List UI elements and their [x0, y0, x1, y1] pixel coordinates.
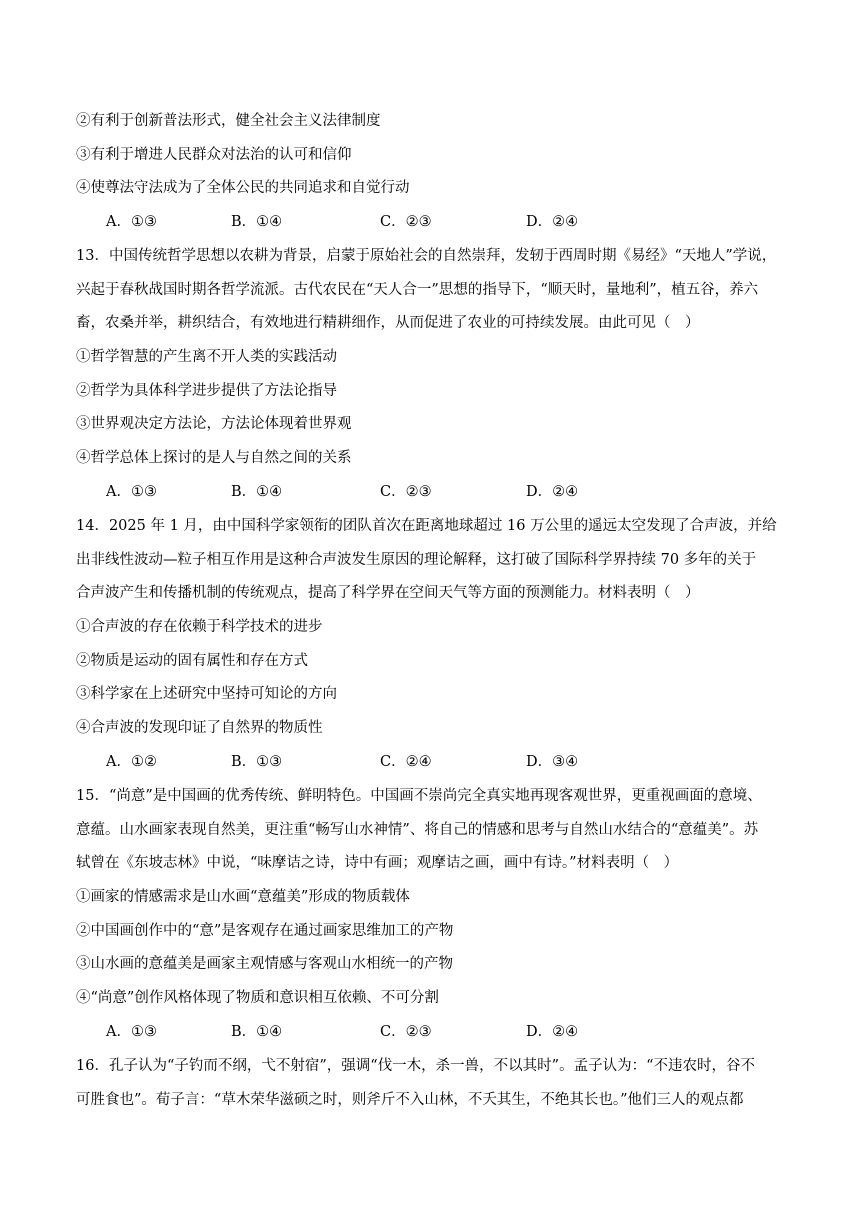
statement-3: ③世界观决定方法论，方法论体现着世界观	[76, 416, 352, 432]
statement-2: ②物质是运动的固有属性和存在方式	[76, 653, 308, 669]
option-b[interactable]: B．①④	[231, 1024, 283, 1040]
statement-4: ④使尊法守法成为了全体公民的共同追求和自觉行动	[76, 180, 410, 196]
statement-2: ②有利于创新普法形式，健全社会主义法律制度	[76, 113, 381, 129]
option-a[interactable]: A．①③	[106, 484, 157, 500]
statement-3: ③科学家在上述研究中坚持可知论的方向	[76, 686, 337, 702]
question-stem-line: 出非线性波动—粒子相互作用是这种合声波发生原因的理论解释，这打破了国际科学界持续 70 多年的关于	[76, 552, 757, 568]
option-d[interactable]: D．③④	[526, 754, 579, 770]
statement-2: ②中国画创作中的“意”是客观存在通过画家思维加工的产物	[76, 923, 454, 939]
option-a[interactable]: A．①②	[106, 754, 157, 770]
statement-4: ④“尚意”创作风格体现了物质和意识相互依赖、不可分割	[76, 990, 439, 1006]
option-b[interactable]: B．①④	[231, 214, 283, 230]
option-b[interactable]: B．①④	[231, 484, 283, 500]
option-d[interactable]: D．②④	[526, 1024, 579, 1040]
question-stem-line: 意蕴。山水画家表现自然美，更注重“畅写山水神情”、将自己的情感和思考与自然山水结合的“意蕴美”。苏	[76, 822, 759, 838]
statement-4: ④合声波的发现印证了自然界的物质性	[76, 720, 323, 736]
option-c[interactable]: C．②③	[380, 484, 432, 500]
option-c[interactable]: C．②③	[380, 1024, 432, 1040]
option-a[interactable]: A．①③	[106, 1024, 157, 1040]
option-a[interactable]: A．①③	[106, 214, 157, 230]
question-stem-line: 15．“尚意”是中国画的优秀传统、鲜明特色。中国画不崇尚完全真实地再现客观世界，更重视画面的意境、	[76, 788, 762, 804]
statement-3: ③山水画的意蕴美是画家主观情感与客观山水相统一的产物	[76, 956, 453, 972]
statement-1: ①画家的情感需求是山水画“意蕴美”形成的物质载体	[76, 889, 410, 905]
statement-4: ④哲学总体上探讨的是人与自然之间的关系	[76, 450, 352, 466]
question-stem-line: 16．孔子认为“子钓而不纲，弋不射宿”，强调“伐一木，杀一兽，不以其时”。孟子认为：“不违农时，谷不	[76, 1058, 756, 1074]
question-stem-line: 畜，农桑并举，耕织结合，有效地进行精耕细作，从而促进了农业的可持续发展。由此可见（ ）	[76, 315, 700, 331]
question-stem-line: 13．中国传统哲学思想以农耕为背景，启蒙于原始社会的自然崇拜，发轫于西周时期《易经》“天地人”学说，	[76, 248, 777, 264]
question-stem-line: 轼曾在《东坡志林》中说，“味摩诘之诗，诗中有画；观摩诘之画，画中有诗。”材料表明（ ）	[76, 855, 679, 871]
question-stem-line: 14．2025 年 1 月，由中国科学家领衔的团队首次在距离地球超过 16 万公里的遥远太空发现了合声波，并给	[76, 518, 777, 534]
statement-2: ②哲学为具体科学进步提供了方法论指导	[76, 383, 337, 399]
option-c[interactable]: C．②③	[380, 214, 432, 230]
statement-1: ①合声波的存在依赖于科学技术的进步	[76, 619, 323, 635]
option-d[interactable]: D．②④	[526, 484, 579, 500]
statement-1: ①哲学智慧的产生离不开人类的实践活动	[76, 349, 337, 365]
question-stem-line: 可胜食也”。荀子言：“草木荣华滋硕之时，则斧斤不入山林，不夭其生，不绝其长也。”他们三人的观点都	[76, 1092, 744, 1108]
question-stem-line: 兴起于春秋战国时期各哲学流派。古代农民在“天人合一”思想的指导下，“顺天时，量地利”，植五谷，养六	[76, 282, 759, 298]
option-b[interactable]: B．①③	[231, 754, 283, 770]
option-d[interactable]: D．②④	[526, 214, 579, 230]
question-stem-line: 合声波产生和传播机制的传统观点，提高了科学界在空间天气等方面的预测能力。材料表明（ ）	[76, 585, 700, 601]
option-c[interactable]: C．②④	[380, 754, 432, 770]
statement-3: ③有利于增进人民群众对法治的认可和信仰	[76, 147, 352, 163]
